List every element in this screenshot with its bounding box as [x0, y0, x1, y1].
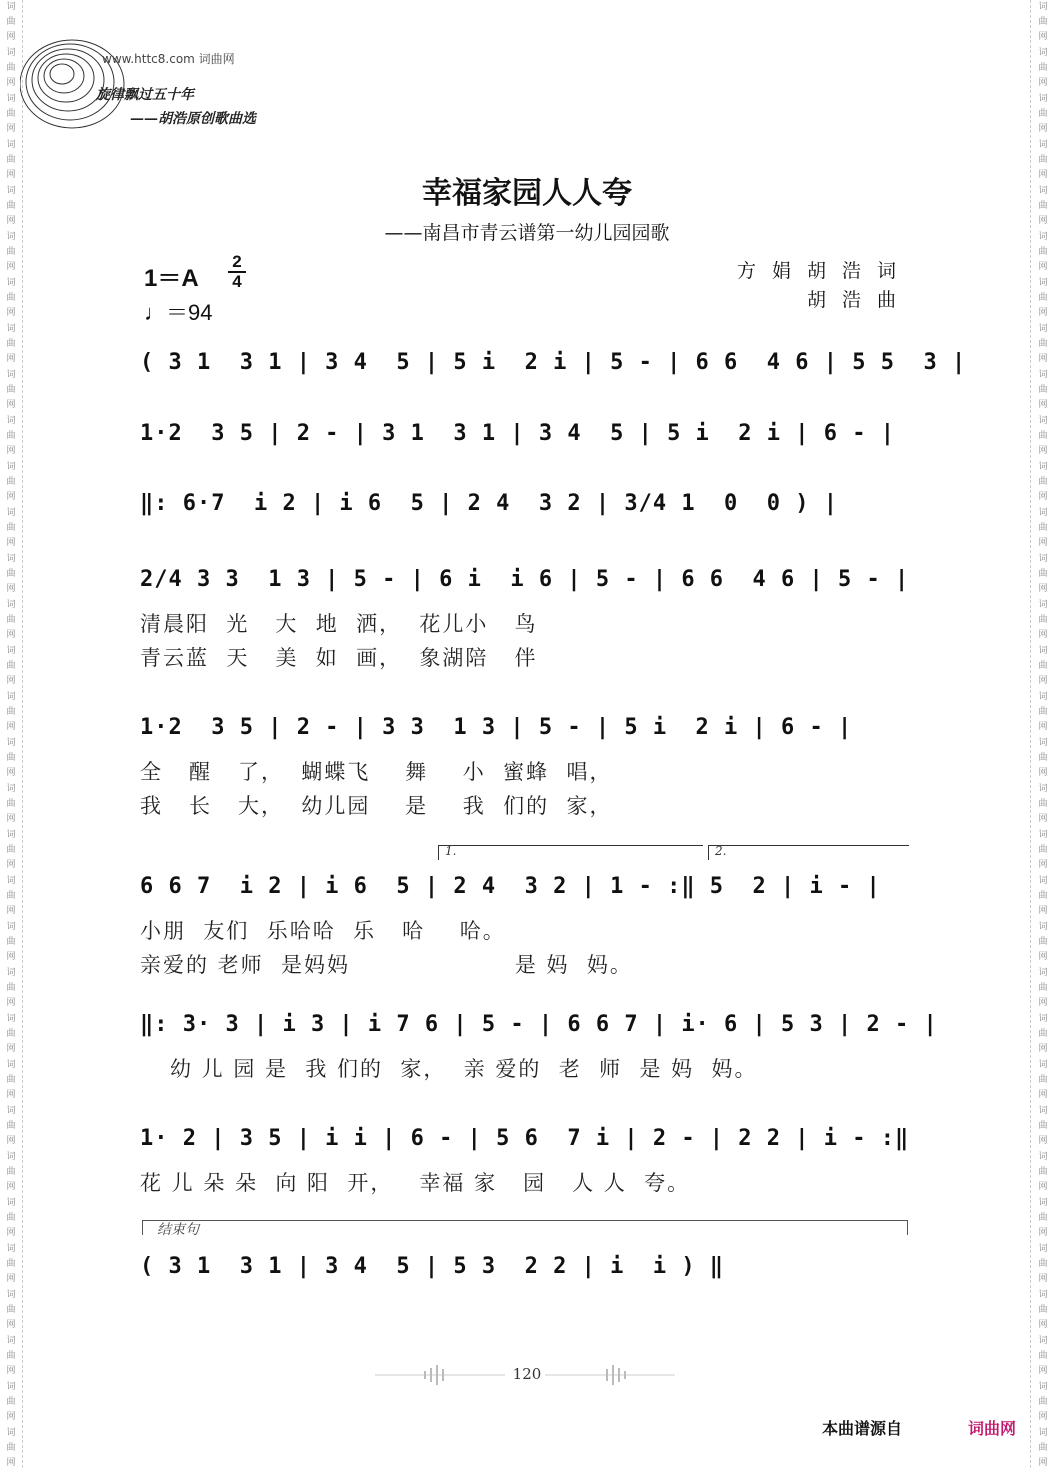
side-watermark-text: 词 曲 网 — [6, 232, 16, 272]
score-line-7: ‖: 3· 3 | i 3 | i 7 6 | 5 - | 6 6 7 | i· 6 | 5 3 | 2 - | — [140, 1012, 938, 1037]
side-watermark-text: 词 曲 网 — [1038, 830, 1048, 870]
lyric-line-6a: 小朋 友们 乐哈哈 乐 哈 哈。 — [140, 919, 506, 943]
side-watermark-text: 词 曲 网 — [6, 462, 16, 502]
side-watermark-text: 词 曲 网 — [6, 1336, 16, 1376]
song-subtitle: ——南昌市青云谱第一幼儿园园歌 — [384, 222, 670, 244]
lyric-line-5a: 全 醒 了， 蝴蝶飞 舞 小 蜜蜂 唱， — [140, 760, 613, 784]
side-watermark-text: 词 曲 网 — [1038, 2, 1048, 42]
side-watermark-text: 词 曲 网 — [1038, 1336, 1048, 1376]
lyric-line-5b: 我 长 大， 幼儿园 是 我 们的 家， — [140, 794, 613, 818]
score-line-8: 1· 2 | 3 5 | i i | 6 - | 5 6 7 i | 2 - | 2 2 | i - :‖ — [140, 1126, 910, 1151]
lyric-line-8: 花 儿 朵 朵 向 阳 开， 幸福 家 园 人 人 夸。 — [140, 1171, 691, 1195]
side-watermark-text: 词 曲 网 — [1038, 1428, 1048, 1468]
side-watermark-text: 词 曲 网 — [6, 186, 16, 226]
side-watermark-text: 词 曲 网 — [6, 324, 16, 364]
score-line-3: ‖: 6·7 i 2 | i 6 5 | 2 4 3 2 | 3/4 1 0 0 ) | — [140, 491, 839, 516]
side-watermark-text: 词 曲 网 — [6, 370, 16, 410]
side-watermark-text: 词 曲 网 — [1038, 738, 1048, 778]
side-watermark-text: 词 曲 网 — [6, 1106, 16, 1146]
side-watermark-text: 词 曲 网 — [6, 48, 16, 88]
lyricist-credit: 方娟胡浩词 — [736, 260, 912, 282]
time-signature — [228, 253, 246, 291]
side-watermark-text: 词 曲 网 — [6, 876, 16, 916]
page-number: 120 — [512, 1365, 542, 1383]
side-watermark-text: 词 曲 网 — [6, 140, 16, 180]
ending-bracket — [142, 1220, 908, 1238]
lyric-line-6b: 亲爱的 老师 是妈妈 是 妈 妈。 — [140, 953, 633, 977]
volta-first: 1. — [438, 845, 703, 860]
side-watermark-text: 词 曲 网 — [1038, 876, 1048, 916]
side-watermark-text: 词 曲 网 — [6, 1014, 16, 1054]
side-watermark-text: 词 曲 网 — [1038, 554, 1048, 594]
song-title: 幸福家园人人夸 — [422, 176, 632, 211]
side-watermark-text: 词 曲 网 — [1038, 1152, 1048, 1192]
side-watermark-text: 词 曲 网 — [6, 1428, 16, 1468]
side-watermark-text: 词 曲 网 — [6, 416, 16, 456]
score-line-5: 1·2 3 5 | 2 - | 3 3 1 3 | 5 - | 5 i 2 i | 6 - | — [140, 715, 853, 740]
key-signature: 1＝A — [144, 265, 199, 292]
composer-credit: 胡浩曲 — [806, 289, 912, 311]
side-watermark-text: 词 曲 网 — [1038, 508, 1048, 548]
side-watermark-text: 词 曲 网 — [1038, 1060, 1048, 1100]
score-line-9: ( 3 1 3 1 | 3 4 5 | 5 3 2 2 | i i ) ‖ — [140, 1254, 725, 1279]
lyric-line-7: 幼 儿 园 是 我 们的 家， 亲 爱的 老 师 是 妈 妈。 — [170, 1057, 758, 1081]
book-subtitle: ——胡浩原创歌曲选 — [130, 111, 256, 127]
score-line-2: 1·2 3 5 | 2 - | 3 1 3 1 | 3 4 5 | 5 i 2 i | 6 - | — [140, 421, 895, 446]
side-watermark-text: 词 曲 网 — [6, 278, 16, 318]
tempo-mark: ♩＝94 — [144, 300, 213, 325]
side-watermark-text: 词 曲 网 — [6, 1198, 16, 1238]
score-line-1: ( 3 1 3 1 | 3 4 5 | 5 i 2 i | 5 - | 6 6 4 6 | 5 5 3 | — [140, 350, 967, 375]
score-line-4: 2/4 3 3 1 3 | 5 - | 6 i i 6 | 5 - | 6 6 4 6 | 5 - | — [140, 567, 910, 592]
source-label: 本曲谱源自 — [822, 1419, 903, 1438]
side-watermark-text: 词 曲 网 — [6, 830, 16, 870]
side-watermark-text: 词 曲 网 — [1038, 1290, 1048, 1330]
side-watermark-text: 词 曲 网 — [1038, 922, 1048, 962]
side-watermark-text: 词 曲 网 — [1038, 416, 1048, 456]
ending-label: 结束句 — [157, 1222, 199, 1238]
side-watermark-text: 词 曲 网 — [6, 1382, 16, 1422]
side-watermark-text: 词 曲 网 — [6, 1152, 16, 1192]
time-bottom: 4 — [232, 272, 242, 291]
side-watermark-text: 词 曲 网 — [6, 508, 16, 548]
watermark-url: www.httc8.com 词曲网 — [102, 52, 235, 66]
source-site-link[interactable]: 词曲网 — [968, 1419, 1017, 1438]
lyric-line-4a: 清晨阳 光 大 地 洒， 花儿小 鸟 — [140, 612, 538, 636]
side-watermark-text: 词 曲 网 — [6, 554, 16, 594]
side-watermark-text: 词 曲 网 — [6, 738, 16, 778]
side-watermark-text: 词 曲 网 — [1038, 1244, 1048, 1284]
side-watermark-text: 词 曲 网 — [6, 600, 16, 640]
side-watermark-text: 词 曲 网 — [1038, 692, 1048, 732]
side-watermark-text: 词 曲 网 — [1038, 48, 1048, 88]
side-watermark-text: 词 曲 网 — [1038, 1198, 1048, 1238]
side-watermark-text: 词 曲 网 — [1038, 140, 1048, 180]
book-logo — [20, 22, 320, 132]
side-watermark-text: 词 曲 网 — [1038, 1014, 1048, 1054]
side-watermark-text: 词 曲 网 — [6, 922, 16, 962]
side-watermark-text: 词 曲 网 — [1038, 462, 1048, 502]
book-title: 旋律飘过五十年 — [96, 87, 194, 103]
side-watermark-text: 词 曲 网 — [1038, 278, 1048, 318]
side-watermark-text: 词 曲 网 — [1038, 94, 1048, 134]
side-watermark-text: 词 曲 网 — [1038, 646, 1048, 686]
side-watermark-text: 词 曲 网 — [6, 692, 16, 732]
side-watermark-text: 词 曲 网 — [1038, 324, 1048, 364]
side-watermark-text: 词 曲 网 — [6, 784, 16, 824]
side-watermark-text: 词 曲 网 — [1038, 232, 1048, 272]
side-watermark-text: 词 曲 网 — [1038, 370, 1048, 410]
side-watermark-text: 词 曲 网 — [6, 2, 16, 42]
side-watermark-text: 词 曲 网 — [6, 968, 16, 1008]
side-watermark-text: 词 曲 网 — [6, 94, 16, 134]
side-watermark-text: 词 曲 网 — [6, 1060, 16, 1100]
side-watermark-text: 词 曲 网 — [1038, 186, 1048, 226]
side-watermark-text: 词 曲 网 — [1038, 784, 1048, 824]
side-watermark-text: 词 曲 网 — [1038, 1382, 1048, 1422]
side-watermark-text: 词 曲 网 — [1038, 968, 1048, 1008]
volta-second: 2. — [708, 845, 909, 860]
side-watermark-text: 词 曲 网 — [6, 646, 16, 686]
time-top: 2 — [232, 252, 242, 271]
side-watermark-text: 词 曲 网 — [1038, 600, 1048, 640]
side-watermark-text: 词 曲 网 — [1038, 1106, 1048, 1146]
side-watermark-text: 词 曲 网 — [6, 1244, 16, 1284]
score-line-6: 6 6 7 i 2 | i 6 5 | 2 4 3 2 | 1 - :‖ 5 2 | i - | — [140, 874, 881, 899]
lyric-line-4b: 青云蓝 天 美 如 画， 象湖陪 伴 — [140, 646, 538, 670]
side-watermark-text: 词 曲 网 — [6, 1290, 16, 1330]
